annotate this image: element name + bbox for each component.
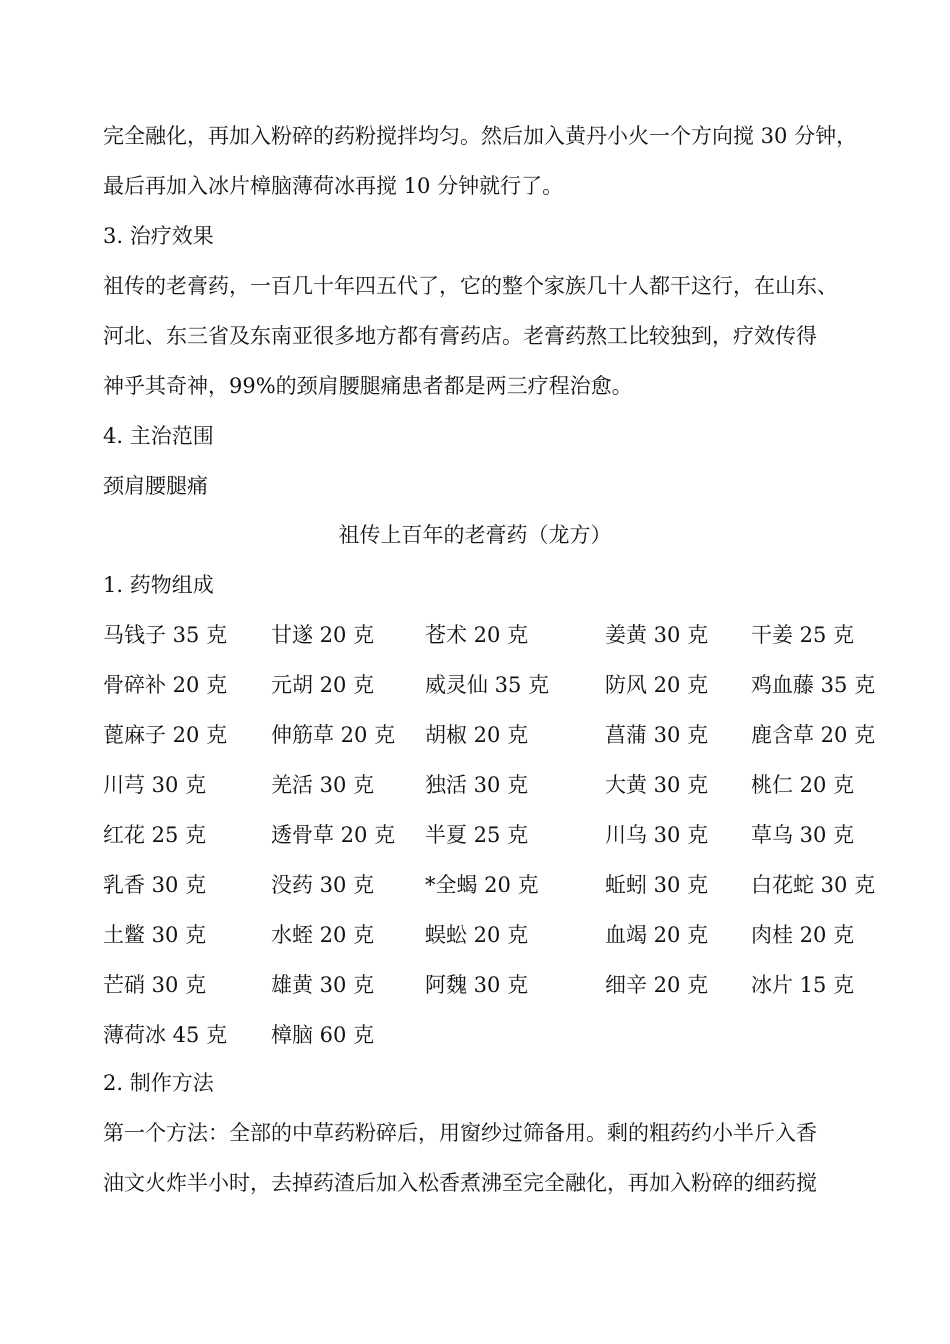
ingredient-item: 鸡血藤 35 克: [751, 673, 876, 697]
recipe-title: 祖传上百年的老膏药（龙方）: [338, 523, 612, 547]
paragraph-line: 祖传的老膏药，一百几十年四五代了，它的整个家族几十人都干这行，在山东、: [103, 274, 838, 298]
ingredient-item: 羌活 30 克: [271, 773, 375, 797]
ingredient-row: [0, 770, 950, 800]
ingredient-item: 川乌 30 克: [605, 823, 709, 847]
ingredient-row: [0, 620, 950, 650]
ingredient-item: 骨碎补 20 克: [103, 673, 228, 697]
ingredient-item: 细辛 20 克: [605, 973, 709, 997]
ingredient-item: 蜈蚣 20 克: [425, 923, 529, 947]
ingredient-item: *全蝎 20 克: [425, 873, 539, 897]
ingredient-item: 菖蒲 30 克: [605, 723, 709, 747]
ingredient-row: [0, 970, 950, 1000]
ingredient-row: [0, 820, 950, 850]
ingredient-item: 蓖麻子 20 克: [103, 723, 228, 747]
ingredient-item: 姜黄 30 克: [605, 623, 709, 647]
ingredient-item: 乳香 30 克: [103, 873, 207, 897]
ingredient-item: 独活 30 克: [425, 773, 529, 797]
ingredient-item: 雄黄 30 克: [271, 973, 375, 997]
ingredient-item: 威灵仙 35 克: [425, 673, 550, 697]
ingredient-item: 透骨草 20 克: [271, 823, 396, 847]
paragraph-line: 油文火炸半小时，去掉药渣后加入松香煮沸至完全融化，再加入粉碎的细药搅: [103, 1171, 817, 1195]
ingredient-item: 大黄 30 克: [605, 773, 709, 797]
ingredient-item: 土鳖 30 克: [103, 923, 207, 947]
ingredient-item: 元胡 20 克: [271, 673, 375, 697]
ingredient-item: 马钱子 35 克: [103, 623, 228, 647]
ingredient-item: 苍术 20 克: [425, 623, 529, 647]
ingredient-item: 胡椒 20 克: [425, 723, 529, 747]
ingredient-item: 薄荷冰 45 克: [103, 1023, 228, 1047]
paragraph-line: 第一个方法：全部的中草药粉碎后，用窗纱过筛备用。剩的粗药约小半斤入香: [103, 1121, 817, 1145]
ingredient-item: 川芎 30 克: [103, 773, 207, 797]
ingredient-item: 伸筋草 20 克: [271, 723, 396, 747]
ingredient-row: [0, 670, 950, 700]
ingredient-item: 鹿含草 20 克: [751, 723, 876, 747]
paragraph-line: 神乎其奇神，99%的颈肩腰腿痛患者都是两三疗程治愈。: [103, 374, 633, 398]
ingredient-row: [0, 870, 950, 900]
section-heading-effect: 3. 治疗效果: [103, 224, 214, 248]
paragraph-line: 完全融化，再加入粉碎的药粉搅拌均匀。然后加入黄丹小火一个方向搅 30 分钟，: [103, 124, 858, 148]
ingredient-item: 冰片 15 克: [751, 973, 855, 997]
ingredient-item: 蚯蚓 30 克: [605, 873, 709, 897]
paragraph-line: 河北、东三省及东南亚很多地方都有膏药店。老膏药熬工比较独到，疗效传得: [103, 324, 817, 348]
ingredient-item: 芒硝 30 克: [103, 973, 207, 997]
ingredient-item: 干姜 25 克: [751, 623, 855, 647]
ingredient-row: [0, 1020, 950, 1050]
ingredient-item: 甘遂 20 克: [271, 623, 375, 647]
ingredient-item: 白花蛇 30 克: [751, 873, 876, 897]
ingredient-item: 樟脑 60 克: [271, 1023, 375, 1047]
ingredient-item: 半夏 25 克: [425, 823, 529, 847]
ingredient-item: 血竭 20 克: [605, 923, 709, 947]
ingredient-item: 阿魏 30 克: [425, 973, 529, 997]
ingredient-item: 桃仁 20 克: [751, 773, 855, 797]
ingredient-row: [0, 720, 950, 750]
ingredient-item: 没药 30 克: [271, 873, 375, 897]
ingredient-item: 防风 20 克: [605, 673, 709, 697]
ingredient-row: [0, 920, 950, 950]
ingredient-item: 肉桂 20 克: [751, 923, 855, 947]
section-heading-method: 2. 制作方法: [103, 1071, 214, 1095]
section-heading-scope: 4. 主治范围: [103, 424, 214, 448]
scope-text: 颈肩腰腿痛: [103, 474, 208, 498]
ingredient-item: 红花 25 克: [103, 823, 207, 847]
section-heading-composition: 1. 药物组成: [103, 573, 214, 597]
ingredient-item: 水蛭 20 克: [271, 923, 375, 947]
ingredient-item: 草乌 30 克: [751, 823, 855, 847]
paragraph-line: 最后再加入冰片樟脑薄荷冰再搅 10 分钟就行了。: [103, 174, 564, 198]
